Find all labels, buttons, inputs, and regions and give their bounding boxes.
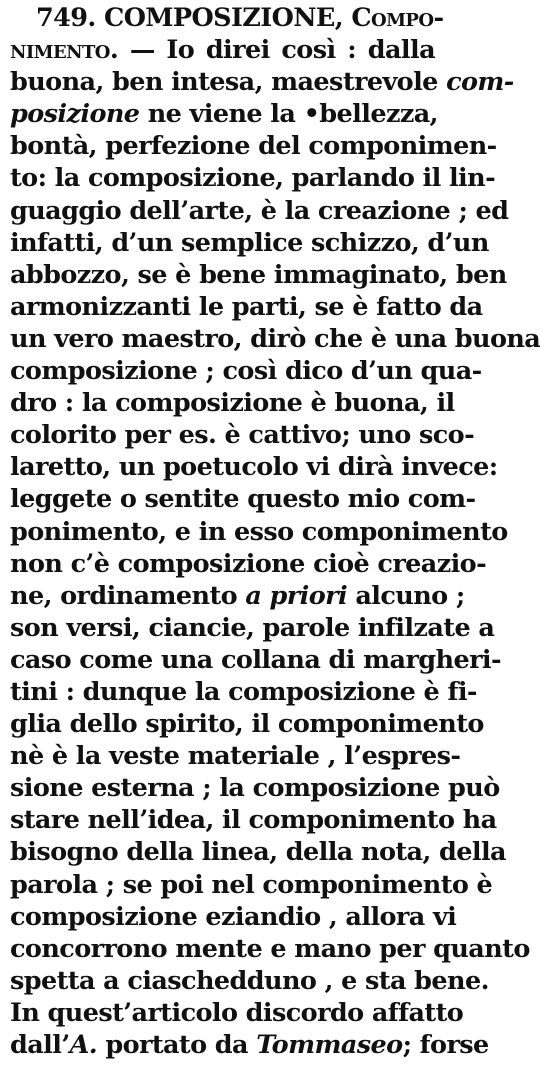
entry-text: In quest’articolo discordo affatto bbox=[10, 997, 464, 1028]
entry-line-8 bbox=[10, 227, 489, 259]
entry-line-7 bbox=[10, 195, 509, 227]
entry-text: ; forse bbox=[402, 1030, 489, 1060]
entry-line-5 bbox=[10, 130, 497, 162]
entry-text: dro : la composizione è buona, il bbox=[10, 388, 455, 419]
entry-line-23 bbox=[10, 708, 484, 740]
entry-line-18 bbox=[10, 548, 487, 580]
entry-line-4 bbox=[10, 98, 438, 130]
entry-line-26 bbox=[10, 804, 497, 836]
entry-line-2 bbox=[10, 34, 435, 66]
entry-italic: A. bbox=[69, 1030, 98, 1060]
entry-text: colorito per es. è cattivo; uno sco- bbox=[10, 420, 475, 451]
entry-number: 749. bbox=[36, 3, 96, 33]
entry-line-10 bbox=[10, 291, 483, 323]
entry-line-33 bbox=[10, 1029, 489, 1061]
entry-text: infatti, d’un semplice schizzo, d’un bbox=[10, 227, 489, 258]
entry-text: nè è la veste materiale , l’espres- bbox=[10, 741, 461, 772]
entry-text: alcuno ; bbox=[347, 580, 465, 611]
entry-italic: com- bbox=[446, 67, 514, 98]
entry-line-6 bbox=[10, 162, 496, 194]
entry-line-24 bbox=[10, 740, 461, 772]
entry-text: guaggio dell’arte, è la creazione ; ed bbox=[10, 195, 509, 226]
entry-text: composizione ; così dico d’un qua- bbox=[10, 356, 482, 387]
entry-text: buona, ben intesa, maestrevole bbox=[10, 67, 447, 98]
entry-line-29 bbox=[10, 901, 457, 933]
entry-text: leggete o sentite questo mio com- bbox=[10, 484, 476, 515]
entry-line-9 bbox=[10, 259, 507, 291]
entry-text: bisogno della linea, della nota, della bbox=[10, 837, 506, 868]
entry-text: ne viene la •bellezza, bbox=[139, 99, 438, 130]
entry-line-25 bbox=[10, 772, 500, 804]
entry-text: composizione eziandio , allora vi bbox=[10, 901, 457, 932]
entry-text: dall’ bbox=[10, 1030, 70, 1060]
entry-line-13 bbox=[10, 387, 455, 419]
entry-text: to: la composizione, parlando il lin- bbox=[10, 163, 496, 194]
entry-italic: Tommaseo bbox=[256, 1030, 403, 1060]
entry-text: spetta a ciaschedduno , e sta bene. bbox=[10, 965, 489, 996]
entry-line-17 bbox=[10, 516, 508, 548]
entry-text: ne, ordinamento bbox=[10, 580, 246, 611]
entry-text: armonizzanti le parti, se è fatto da bbox=[10, 291, 483, 322]
entry-line-3 bbox=[10, 66, 514, 98]
entry-line-14 bbox=[10, 419, 475, 451]
entry-text: sione esterna ; la composizione può bbox=[10, 773, 500, 804]
entry-line-11 bbox=[10, 323, 540, 355]
entry-line-22 bbox=[10, 676, 477, 708]
entry-text: un vero maestro, dirò che è una buona bbox=[10, 323, 540, 354]
entry-text: parola ; se poi nel componimento è bbox=[10, 869, 493, 900]
entry-text: concorrono mente e mano per quanto bbox=[10, 933, 530, 964]
entry-text: laretto, un poetucolo vi dirà invece: bbox=[10, 452, 498, 483]
entry-line-12 bbox=[10, 355, 482, 387]
entry-text: ponimento, e in esso componimento bbox=[10, 516, 508, 547]
entry-heading-line bbox=[36, 2, 444, 34]
entry-italic: posizione bbox=[10, 99, 140, 130]
entry-text: glia dello spirito, il componimento bbox=[10, 709, 484, 740]
entry-line-30 bbox=[10, 933, 530, 965]
entry-line-19 bbox=[10, 580, 465, 612]
entry-line-31 bbox=[10, 965, 489, 997]
entry-text: stare nell’idea, il componimento ha bbox=[10, 805, 497, 836]
entry-text: bontà, perfezione del componimen- bbox=[10, 131, 497, 162]
entry-line-15 bbox=[10, 451, 498, 483]
entry-text: son versi, ciancie, parole infilzate a bbox=[10, 612, 495, 643]
entry-line-16 bbox=[10, 483, 476, 515]
entry-line-32 bbox=[10, 997, 464, 1029]
entry-headword: COMPOSIZIONE, bbox=[104, 3, 344, 33]
entry-line-28 bbox=[10, 869, 493, 901]
entry-italic: a priori bbox=[245, 580, 348, 611]
entry-text: non c’è composizione cioè creazio- bbox=[10, 548, 487, 579]
entry-text: abbozzo, se è bene immaginato, ben bbox=[10, 259, 507, 290]
entry-line-20 bbox=[10, 612, 495, 644]
entry-line-21 bbox=[10, 644, 501, 676]
entry-line-27 bbox=[10, 836, 506, 868]
entry-text: tini : dunque la composizione è fi- bbox=[10, 676, 477, 707]
entry-text: portato da bbox=[97, 1030, 257, 1060]
entry-text: caso come una collana di margheri- bbox=[10, 644, 501, 675]
entry-text: — Io direi così : dalla bbox=[129, 35, 435, 66]
entry-headword-2-rest: nimento. bbox=[10, 35, 119, 66]
entry-headword-2: Compo- bbox=[351, 3, 444, 33]
